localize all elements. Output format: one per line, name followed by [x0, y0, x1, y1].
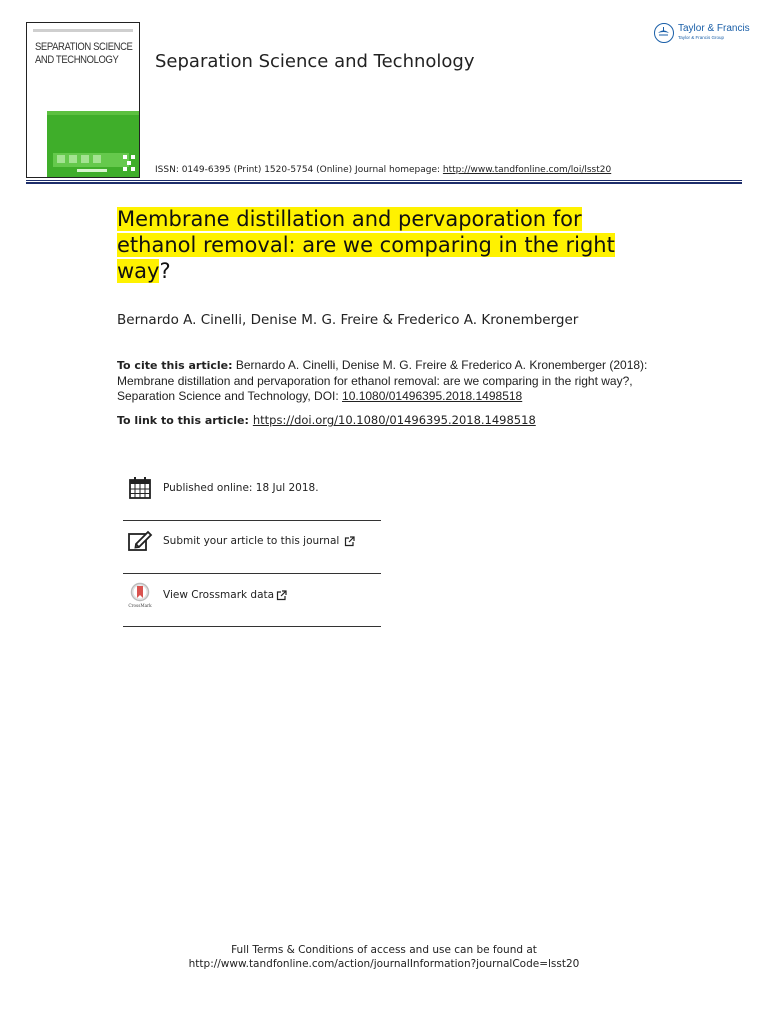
publisher-logo [654, 22, 750, 46]
cover-title [35, 41, 135, 66]
citation-block [117, 358, 677, 405]
publisher-name: Taylor & Francis [678, 23, 750, 34]
citation-doi-link[interactable]: 10.1080/01496395.2018.1498518 [342, 389, 523, 403]
header-rule-thick [26, 182, 742, 184]
issn-text: ISSN: 0149-6395 (Print) 1520-5754 (Online) Journal homepage: [155, 165, 443, 175]
crossmark-icon [127, 582, 153, 608]
citation-label: To cite this article: [117, 359, 233, 372]
article-title-highlighted: Membrane distillation and pervaporation for ethanol removal: are we comparing in the right way [117, 207, 615, 283]
journal-cover-image [26, 22, 140, 178]
footer-terms [0, 943, 768, 971]
article-link-line [117, 413, 536, 427]
crossmark-row[interactable] [123, 570, 381, 620]
journal-homepage-link[interactable]: http://www.tandfonline.com/loi/lsst20 [442, 165, 612, 175]
article-title-end: ? [159, 259, 171, 283]
citation-text: Bernardo A. Cinelli, Denise M. G. Freire & Frederico A. Kronemberger (2018): Membrane distillation and pervaporation for ethanol removal: are we comparing in the right way?, Separation Science and Technology, DOI: [117, 358, 648, 403]
header-rule-thin [26, 180, 742, 181]
edit-icon [127, 528, 153, 554]
footer-line-1: Full Terms & Conditions of access and use can be found at [231, 944, 537, 956]
info-divider [123, 626, 381, 627]
published-online-row [123, 463, 381, 513]
external-link-icon [344, 532, 355, 551]
submit-article-row[interactable] [123, 516, 381, 566]
article-authors: Bernardo A. Cinelli, Denise M. G. Freire & Frederico A. Kronemberger [117, 312, 579, 328]
article-doi-link[interactable]: https://doi.org/10.1080/01496395.2018.1498518 [252, 413, 536, 427]
external-link-icon [276, 586, 287, 605]
article-title [117, 206, 657, 284]
submit-article-link[interactable]: Submit your article to this journal [163, 535, 340, 547]
issn-line [155, 165, 611, 175]
cover-title-line-1: SEPARATION SCIENCE [35, 41, 133, 54]
cover-header-strip [33, 29, 133, 32]
calendar-icon [127, 475, 153, 501]
cover-green-panel [47, 111, 139, 177]
published-online-text: Published online: 18 Jul 2018. [163, 482, 319, 494]
crossmark-logo-text: CrossMark [128, 603, 152, 608]
footer-terms-link[interactable]: http://www.tandfonline.com/action/journalInformation?journalCode=lsst20 [188, 958, 580, 970]
publisher-group: Taylor & Francis Group [678, 35, 725, 40]
taylor-francis-logo-icon [654, 23, 674, 43]
crossmark-link[interactable]: View Crossmark data [163, 589, 275, 601]
journal-name: Separation Science and Technology [155, 51, 475, 72]
link-label: To link to this article: [117, 414, 249, 427]
cover-title-line-2: AND TECHNOLOGY [35, 53, 119, 67]
